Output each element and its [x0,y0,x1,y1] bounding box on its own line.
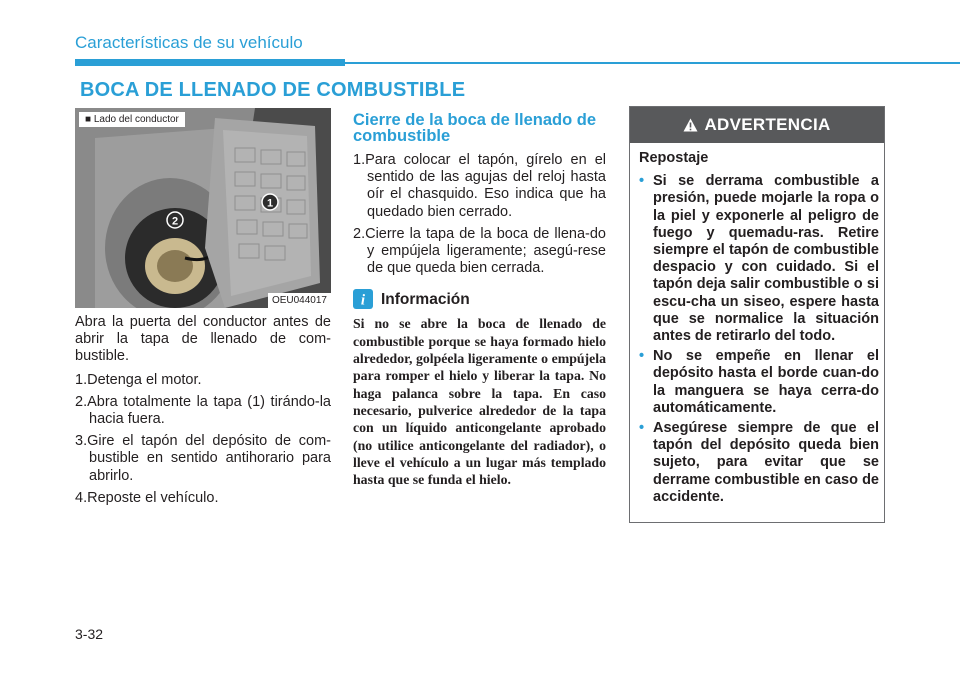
header-bar [75,59,345,66]
bullet-marker: • [639,420,645,437]
figure-code: OEU044017 [268,293,331,308]
section-title: BOCA DE LLENADO DE COMBUSTIBLE [80,79,466,101]
warning-triangle-icon [683,118,698,132]
step-2: 2.Abra totalmente la tapa (1) tirándo-la hacia fuera. [75,393,331,428]
bullet-marker: • [639,348,645,365]
warning-header [630,107,884,143]
header-rule [345,62,960,64]
info-header [353,289,606,309]
warning-item-text: Asegúrese siempre de que el tapón del depósito queda bien sujeto, para evitar que se derrame combustible en caso de accidente. [653,420,879,505]
fuel-door-illustration [75,108,331,308]
callout-1-label: 1 [266,197,274,210]
info-icon [353,289,373,309]
figure-caption: ■ Lado del conductor [79,112,185,127]
warning-box [629,106,885,523]
bullet-marker: • [639,173,645,190]
step-4: 4.Reposte el vehículo. [75,489,219,506]
warning-title: ADVERTENCIA [704,115,831,134]
warning-subtitle: Repostaje [639,150,709,166]
info-body: Si no se abre la boca de llenado de combustible porque se haya formado hielo alrededor, golpéela ligeramente o empújela para romper el hielo y liberar la tapa. No haga palanca sobre la tapa. En caso necesario, pulverice alrededor de la tapa con un líquido anticongelante aprobado (no utilice anticongelante del radiador), o lleve el vehículo a un lugar más templado hasta que se funda el hielo. [353,316,606,488]
subsection-title: Cierre de la boca de llenado de combustible [353,111,596,145]
column-1 [75,314,331,507]
warning-item-text: Si se derrama combustible a presión, puede mojarle la ropa o la piel y exponerle al peligro de fuego y quemadu-ras. Retire siempre el tapón de combustible despacio y con cuidado. Si el tapón deja salir combustible o si escu-cha un siseo, espere hasta que se normalice la situación antes de retirarlo del todo. [653,173,879,345]
intro-paragraph: Abra la puerta del conductor antes de abrir la tapa de llenado de com-bustible. [75,314,331,365]
warning-item [639,348,879,417]
warning-item [639,420,879,506]
column-2 [353,112,606,488]
warning-content [639,148,879,509]
header-title: Características de su vehículo [75,33,303,52]
warning-item-text: No se empeñe en llenar el depósito hasta el borde cuan-do la manguera se haya cerra-do automáticamente. [653,348,879,416]
step-1: 1.Detenga el motor. [75,371,202,388]
close-step-2: 2.Cierre la tapa de la boca de llena-do y empújela ligeramente; asegú-rese de que queda bien cerrada. [353,225,606,277]
step-3: 3.Gire el tapón del depósito de com-bustible en sentido antihorario para abrirlo. [75,433,331,484]
page-number: 3-32 [75,626,104,642]
info-title: Información [381,290,470,308]
close-step-1: 1.Para colocar el tapón, gírelo en el sentido de las agujas del reloj hasta oír el chasquido. Eso indica que ha quedado bien cerrado. [353,152,606,220]
fuel-door-photo [75,108,331,308]
info-icon-letter: i [360,292,366,309]
callout-2-label: 2 [171,215,179,228]
warning-item [639,173,879,345]
